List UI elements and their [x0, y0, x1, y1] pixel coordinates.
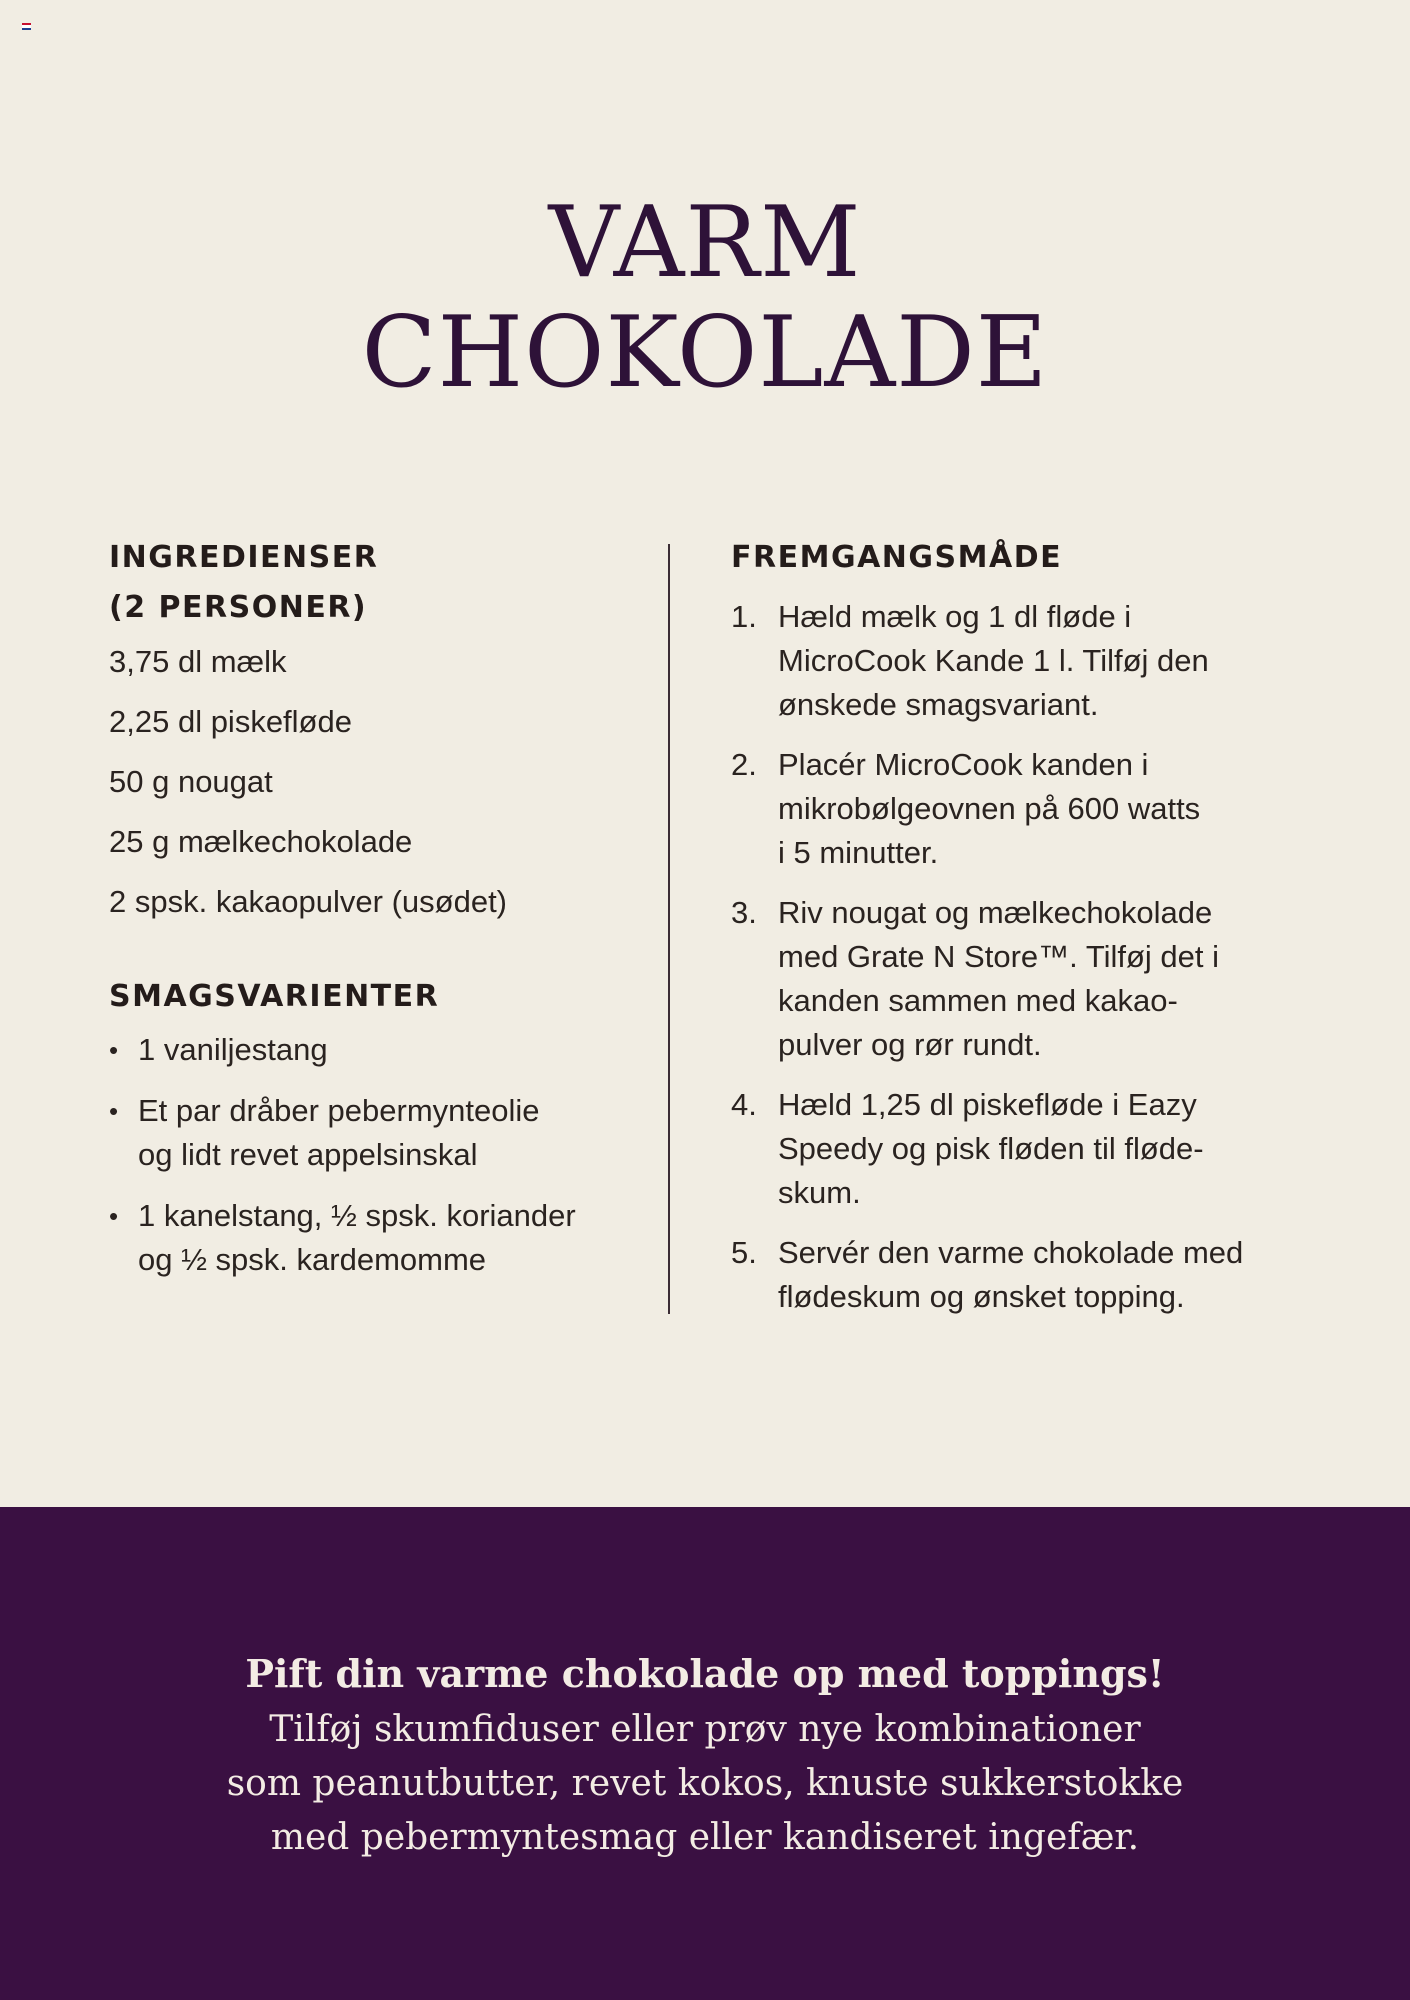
step-line: Speedy og pisk fløden til fløde- [778, 1131, 1204, 1166]
step-line: Placér MicroCook kanden i [778, 747, 1149, 782]
method-column [731, 533, 1331, 1335]
flavors-list [109, 1028, 639, 1282]
bullet-icon: • [109, 1201, 119, 1231]
step-line: i 5 minutter. [778, 835, 939, 870]
flavors-heading: SMAGSVARIENTER [109, 979, 440, 1014]
ingredient-item: 2,25 dl piskefløde [109, 704, 352, 739]
flavor-item [109, 1028, 639, 1072]
flavor-item [109, 1194, 639, 1282]
step-line: pulver og rør rundt. [778, 1027, 1042, 1062]
toppings-banner [0, 1507, 1410, 2000]
flavor-line: 1 vaniljestang [138, 1032, 328, 1067]
step-line: MicroCook Kande 1 l. Tilføj den [778, 643, 1209, 678]
banner-line: Tilføj skumfiduser eller prøv nye kombinationer [269, 1709, 1141, 1750]
step-number: 1. [731, 599, 757, 634]
banner-line: med pebermyntesmag eller kandiseret ingefær. [270, 1817, 1140, 1858]
ingredient-item: 2 spsk. kakaopulver (usødet) [109, 884, 508, 919]
step-line: mikrobølgeovnen på 600 watts [778, 791, 1201, 826]
ingredient-item: 50 g nougat [109, 764, 273, 799]
flavor-item [109, 1089, 639, 1177]
flavor-line: Et par dråber pebermynteolie [138, 1093, 540, 1128]
step-number: 3. [731, 895, 757, 930]
step-line: med Grate N Store™. Tilføj det i [778, 939, 1220, 974]
bullet-icon: • [109, 1035, 119, 1065]
ingredients-heading [109, 533, 639, 633]
flavor-line: og lidt revet appelsinskal [138, 1137, 478, 1172]
method-step [731, 1083, 1331, 1215]
step-line: skum. [778, 1175, 861, 1210]
step-number: 5. [731, 1235, 757, 1270]
flavor-line: og ½ spsk. kardemomme [138, 1242, 487, 1277]
page-title [0, 188, 1410, 408]
ingredients-heading-line-2: (2 PERSONER) [109, 590, 368, 625]
ingredients-heading-line-1: INGREDIENSER [109, 540, 379, 575]
step-line: Hæld 1,25 dl piskefløde i Eazy [778, 1087, 1197, 1122]
ingredient-item: 3,75 dl mælk [109, 644, 287, 679]
flag-stripe-bottom [22, 28, 31, 30]
step-number: 4. [731, 1087, 757, 1122]
ingredient-item: 25 g mælkechokolade [109, 824, 413, 859]
step-line: Riv nougat og mælkechokolade [778, 895, 1213, 930]
flag-icon [22, 23, 31, 30]
banner-headline: Pift din varme chokolade op med toppings! [245, 1651, 1165, 1696]
column-divider [668, 544, 670, 1314]
step-line: Hæld mælk og 1 dl fløde i [778, 599, 1132, 634]
title-line-1: VARM [548, 186, 862, 300]
banner-body [0, 1703, 1410, 1865]
method-step [731, 891, 1331, 1067]
banner-line: som peanutbutter, revet kokos, knuste sukkerstokke [226, 1763, 1184, 1804]
method-steps [731, 595, 1331, 1319]
ingredients-list [109, 640, 639, 924]
bullet-icon: • [109, 1096, 119, 1126]
method-step [731, 595, 1331, 727]
method-heading: FREMGANGSMÅDE [731, 540, 1063, 575]
step-line: Servér den varme chokolade med [778, 1235, 1244, 1270]
method-step [731, 743, 1331, 875]
flavor-line: 1 kanelstang, ½ spsk. koriander [138, 1198, 576, 1233]
step-number: 2. [731, 747, 757, 782]
step-line: ønskede smagsvariant. [778, 687, 1099, 722]
title-line-2: CHOKOLADE [361, 296, 1049, 410]
ingredients-column [109, 533, 639, 1299]
step-line: kanden sammen med kakao- [778, 983, 1178, 1018]
method-step [731, 1231, 1331, 1319]
step-line: flødeskum og ønsket topping. [778, 1279, 1185, 1314]
